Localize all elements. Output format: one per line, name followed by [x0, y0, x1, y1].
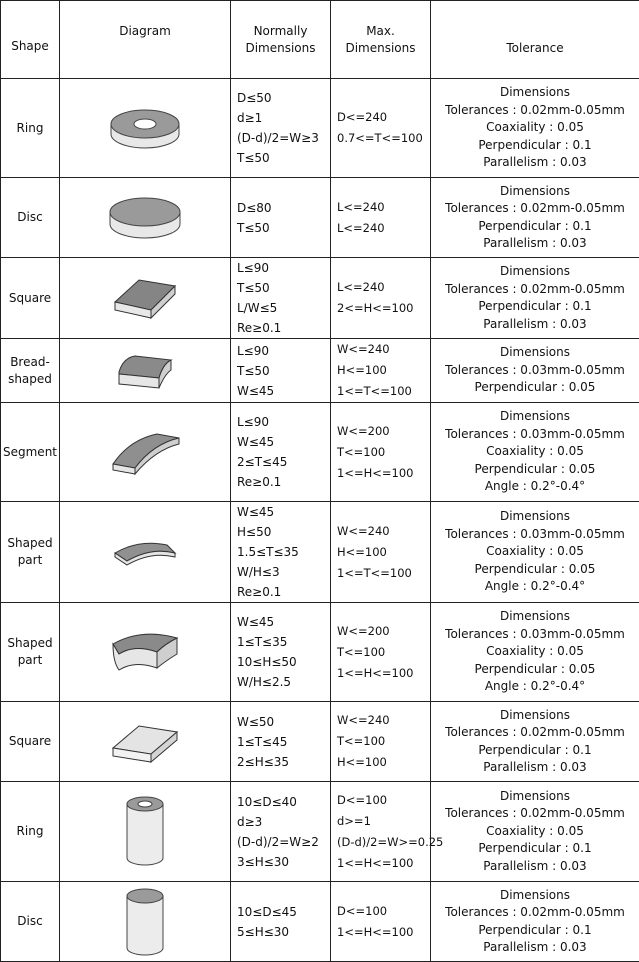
tolerance-line: Tolerances : 0.03mm-0.05mm: [431, 526, 639, 544]
normal-dimension-value: T≤50: [237, 278, 330, 298]
shape-cell: [1, 603, 60, 702]
curved-thick-part-icon: [60, 622, 230, 682]
table-row: [1, 882, 639, 962]
shape-name: Shaped: [1, 535, 59, 552]
normal-dimension-value: W≤45: [237, 502, 330, 522]
tolerance-cell: [431, 782, 639, 882]
max-dimension-value: W<=240: [337, 339, 430, 360]
max-dimension-value: 1<=T<=100: [337, 563, 430, 584]
diagram-cell: [60, 702, 231, 782]
diagram-cell: [60, 79, 231, 178]
ring-tube-icon: [60, 792, 230, 872]
shape-cell: [1, 882, 60, 962]
max-dimension-value: 1<=H<=100: [337, 922, 430, 943]
tolerance-line: Dimensions: [431, 344, 639, 362]
tolerance-line: Dimensions: [431, 508, 639, 526]
tolerance-line: Perpendicular : 0.05: [431, 661, 639, 679]
max-dimensions-cell: [331, 502, 431, 603]
normal-dimensions-cell: [231, 502, 331, 603]
normal-dimension-value: D≤50: [237, 88, 330, 108]
normal-dimensions-cell: [231, 178, 331, 258]
disc-flat-icon: [60, 188, 230, 248]
diagram-cell: [60, 782, 231, 882]
shape-name: part: [1, 552, 59, 569]
normal-dimension-value: L≤90: [237, 258, 330, 278]
curved-part-icon: [60, 527, 230, 577]
tolerance-line: Dimensions: [431, 788, 639, 806]
table-row: [1, 339, 639, 403]
normal-dimension-value: 2≤H≤35: [237, 752, 330, 772]
table-row: [1, 79, 639, 178]
max-dimension-value: 2<=H<=100: [337, 298, 430, 319]
normal-dimension-value: 1≤T≤35: [237, 632, 330, 652]
tolerance-line: Tolerances : 0.02mm-0.05mm: [431, 102, 639, 120]
tolerance-line: Parallelism : 0.03: [431, 759, 639, 777]
tolerance-line: Parallelism : 0.03: [431, 235, 639, 253]
max-dimension-value: T<=100: [337, 731, 430, 752]
diagram-cell: [60, 339, 231, 403]
tolerance-line: Tolerances : 0.02mm-0.05mm: [431, 805, 639, 823]
normal-dimension-value: 10≤H≤50: [237, 652, 330, 672]
normal-dimensions-cell: [231, 782, 331, 882]
shape-name: Shaped: [1, 635, 59, 652]
ring-flat-icon: [60, 98, 230, 158]
normal-dimension-value: Re≥0.1: [237, 318, 330, 338]
normal-dimension-value: 10≤D≤40: [237, 792, 330, 812]
normal-dimension-value: T≤50: [237, 218, 330, 238]
header-diagram: Diagram: [60, 1, 231, 79]
bread-shape-icon: [60, 346, 230, 396]
max-dimensions-cell: [331, 79, 431, 178]
tolerance-line: Perpendicular : 0.1: [431, 218, 639, 236]
tolerance-line: Coaxiality : 0.05: [431, 643, 639, 661]
tolerance-cell: [431, 258, 639, 339]
tolerance-line: Dimensions: [431, 183, 639, 201]
diagram-cell: [60, 882, 231, 962]
table-row: [1, 603, 639, 702]
tolerance-line: Tolerances : 0.02mm-0.05mm: [431, 200, 639, 218]
normal-dimensions-cell: [231, 603, 331, 702]
normal-dimension-value: d≥1: [237, 108, 330, 128]
normal-dimension-value: L/W≤5: [237, 298, 330, 318]
normal-dimensions-cell: [231, 882, 331, 962]
max-dimension-value: L<=240: [337, 277, 430, 298]
normal-dimension-value: T≤50: [237, 361, 330, 381]
shape-name: shaped: [1, 371, 59, 388]
max-dimension-value: 1<=H<=100: [337, 853, 430, 874]
shape-name: Square: [1, 733, 59, 750]
normal-dimension-value: 10≤D≤45: [237, 902, 330, 922]
tolerance-line: Coaxiality : 0.05: [431, 543, 639, 561]
normal-dimension-value: 1≤T≤45: [237, 732, 330, 752]
table-row: [1, 403, 639, 502]
tolerance-cell: [431, 603, 639, 702]
tolerance-line: Tolerances : 0.02mm-0.05mm: [431, 281, 639, 299]
shape-name: Square: [1, 290, 59, 307]
normal-dimension-value: W≤45: [237, 612, 330, 632]
normal-dimension-value: 2≤T≤45: [237, 452, 330, 472]
shape-name: Disc: [1, 913, 59, 930]
header-row: [1, 1, 639, 79]
normal-dimensions-cell: [231, 79, 331, 178]
normal-dimension-value: Re≥0.1: [237, 582, 330, 602]
normal-dimension-value: L≤90: [237, 412, 330, 432]
normal-dimension-value: 3≤H≤30: [237, 852, 330, 872]
tolerance-line: Parallelism : 0.03: [431, 858, 639, 876]
tolerance-line: Perpendicular : 0.1: [431, 137, 639, 155]
shape-name: Ring: [1, 120, 59, 137]
max-dimension-value: D<=100: [337, 901, 430, 922]
table-row: [1, 702, 639, 782]
shape-name: Segment: [1, 444, 59, 461]
tolerance-line: Tolerances : 0.02mm-0.05mm: [431, 724, 639, 742]
normal-dimensions-cell: [231, 403, 331, 502]
tolerance-cell: [431, 339, 639, 403]
tolerance-cell: [431, 403, 639, 502]
tolerance-line: Parallelism : 0.03: [431, 154, 639, 172]
max-dimension-value: H<=100: [337, 360, 430, 381]
tolerance-line: Parallelism : 0.03: [431, 316, 639, 334]
max-dimensions-cell: [331, 403, 431, 502]
normal-dimension-value: W/H≤2.5: [237, 672, 330, 692]
tolerance-line: Perpendicular : 0.1: [431, 298, 639, 316]
max-dimension-value: H<=100: [337, 752, 430, 773]
normal-dimension-value: T≤50: [237, 148, 330, 168]
max-dimension-value: d>=1: [337, 811, 430, 832]
max-dimension-value: 1<=H<=100: [337, 463, 430, 484]
shape-name: Ring: [1, 823, 59, 840]
max-dimensions-cell: [331, 702, 431, 782]
arc-segment-icon: [60, 422, 230, 482]
tolerance-line: Angle : 0.2°-0.4°: [431, 578, 639, 596]
tolerance-line: Dimensions: [431, 608, 639, 626]
tolerance-line: Parallelism : 0.03: [431, 939, 639, 957]
max-dimension-value: D<=100: [337, 790, 430, 811]
shape-cell: [1, 702, 60, 782]
tolerance-line: Dimensions: [431, 263, 639, 281]
diagram-cell: [60, 603, 231, 702]
max-dimension-value: T<=100: [337, 442, 430, 463]
tolerance-line: Coaxiality : 0.05: [431, 823, 639, 841]
tolerance-line: Coaxiality : 0.05: [431, 443, 639, 461]
normal-dimension-value: W≤45: [237, 381, 330, 401]
tolerance-line: Perpendicular : 0.1: [431, 840, 639, 858]
header-tolerance: Tolerance: [431, 1, 639, 79]
cylinder-icon: [60, 884, 230, 960]
max-dimensions-cell: [331, 178, 431, 258]
shape-name: part: [1, 652, 59, 669]
tolerance-line: Perpendicular : 0.05: [431, 561, 639, 579]
table-row: [1, 782, 639, 882]
header-max-dimensions: Max. Dimensions: [331, 1, 431, 79]
max-dimensions-cell: [331, 882, 431, 962]
max-dimension-value: 1<=T<=100: [337, 381, 430, 402]
block-light-icon: [60, 712, 230, 772]
tolerance-line: Tolerances : 0.03mm-0.05mm: [431, 426, 639, 444]
max-dimension-value: D<=240: [337, 107, 430, 128]
normal-dimension-value: L≤90: [237, 341, 330, 361]
normal-dimensions-cell: [231, 702, 331, 782]
table-row: [1, 258, 639, 339]
max-dimension-value: W<=200: [337, 421, 430, 442]
normal-dimension-value: Re≥0.1: [237, 472, 330, 492]
table-row: [1, 502, 639, 603]
normal-dimensions-cell: [231, 258, 331, 339]
max-dimensions-cell: [331, 339, 431, 403]
tolerance-cell: [431, 702, 639, 782]
table-row: [1, 178, 639, 258]
tolerance-line: Dimensions: [431, 887, 639, 905]
max-dimension-value: 1<=H<=100: [337, 663, 430, 684]
max-dimension-value: 0.7<=T<=100: [337, 128, 430, 149]
tolerance-cell: [431, 79, 639, 178]
max-dimensions-cell: [331, 258, 431, 339]
tolerance-line: Perpendicular : 0.1: [431, 922, 639, 940]
tolerance-line: Tolerances : 0.03mm-0.05mm: [431, 626, 639, 644]
tolerance-line: Dimensions: [431, 84, 639, 102]
max-dimensions-cell: [331, 603, 431, 702]
tolerance-line: Perpendicular : 0.1: [431, 742, 639, 760]
normal-dimensions-cell: [231, 339, 331, 403]
tolerance-line: Dimensions: [431, 707, 639, 725]
header-shape: Shape: [1, 1, 60, 79]
max-dimension-value: T<=100: [337, 642, 430, 663]
max-dimensions-cell: [331, 782, 431, 882]
normal-dimension-value: W/H≤3: [237, 562, 330, 582]
diagram-cell: [60, 403, 231, 502]
tolerance-line: Perpendicular : 0.05: [431, 379, 639, 397]
tolerance-line: Angle : 0.2°-0.4°: [431, 478, 639, 496]
tolerance-line: Angle : 0.2°-0.4°: [431, 678, 639, 696]
header-normal-dimensions: Normally Dimensions: [231, 1, 331, 79]
tolerance-line: Tolerances : 0.02mm-0.05mm: [431, 904, 639, 922]
normal-dimension-value: W≤50: [237, 712, 330, 732]
diagram-cell: [60, 502, 231, 603]
normal-dimension-value: d≥3: [237, 812, 330, 832]
max-dimension-value: H<=100: [337, 542, 430, 563]
max-dimension-value: W<=240: [337, 710, 430, 731]
tolerance-cell: [431, 178, 639, 258]
normal-dimension-value: H≤50: [237, 522, 330, 542]
max-dimension-value: L<=240: [337, 197, 430, 218]
shape-cell: [1, 79, 60, 178]
shape-cell: [1, 403, 60, 502]
tolerance-line: Perpendicular : 0.05: [431, 461, 639, 479]
shape-cell: [1, 339, 60, 403]
normal-dimension-value: (D-d)/2=W≥2: [237, 832, 330, 852]
max-dimension-value: W<=200: [337, 621, 430, 642]
shape-cell: [1, 178, 60, 258]
diagram-cell: [60, 178, 231, 258]
normal-dimension-value: 5≤H≤30: [237, 922, 330, 942]
normal-dimension-value: 1.5≤T≤35: [237, 542, 330, 562]
shape-cell: [1, 782, 60, 882]
normal-dimension-value: W≤45: [237, 432, 330, 452]
tolerance-line: Coaxiality : 0.05: [431, 119, 639, 137]
max-dimension-value: (D-d)/2=W>=0.25: [337, 832, 430, 853]
shape-name: Disc: [1, 209, 59, 226]
diagram-cell: [60, 258, 231, 339]
max-dimension-value: L<=240: [337, 218, 430, 239]
shape-cell: [1, 258, 60, 339]
max-dimension-value: W<=240: [337, 521, 430, 542]
tolerance-cell: [431, 882, 639, 962]
tolerance-cell: [431, 502, 639, 603]
normal-dimension-value: (D-d)/2=W≥3: [237, 128, 330, 148]
shape-cell: [1, 502, 60, 603]
tolerance-line: Dimensions: [431, 408, 639, 426]
normal-dimension-value: D≤80: [237, 198, 330, 218]
shape-name: Bread-: [1, 354, 59, 371]
block-dark-icon: [60, 268, 230, 328]
tolerance-line: Tolerances : 0.03mm-0.05mm: [431, 362, 639, 380]
